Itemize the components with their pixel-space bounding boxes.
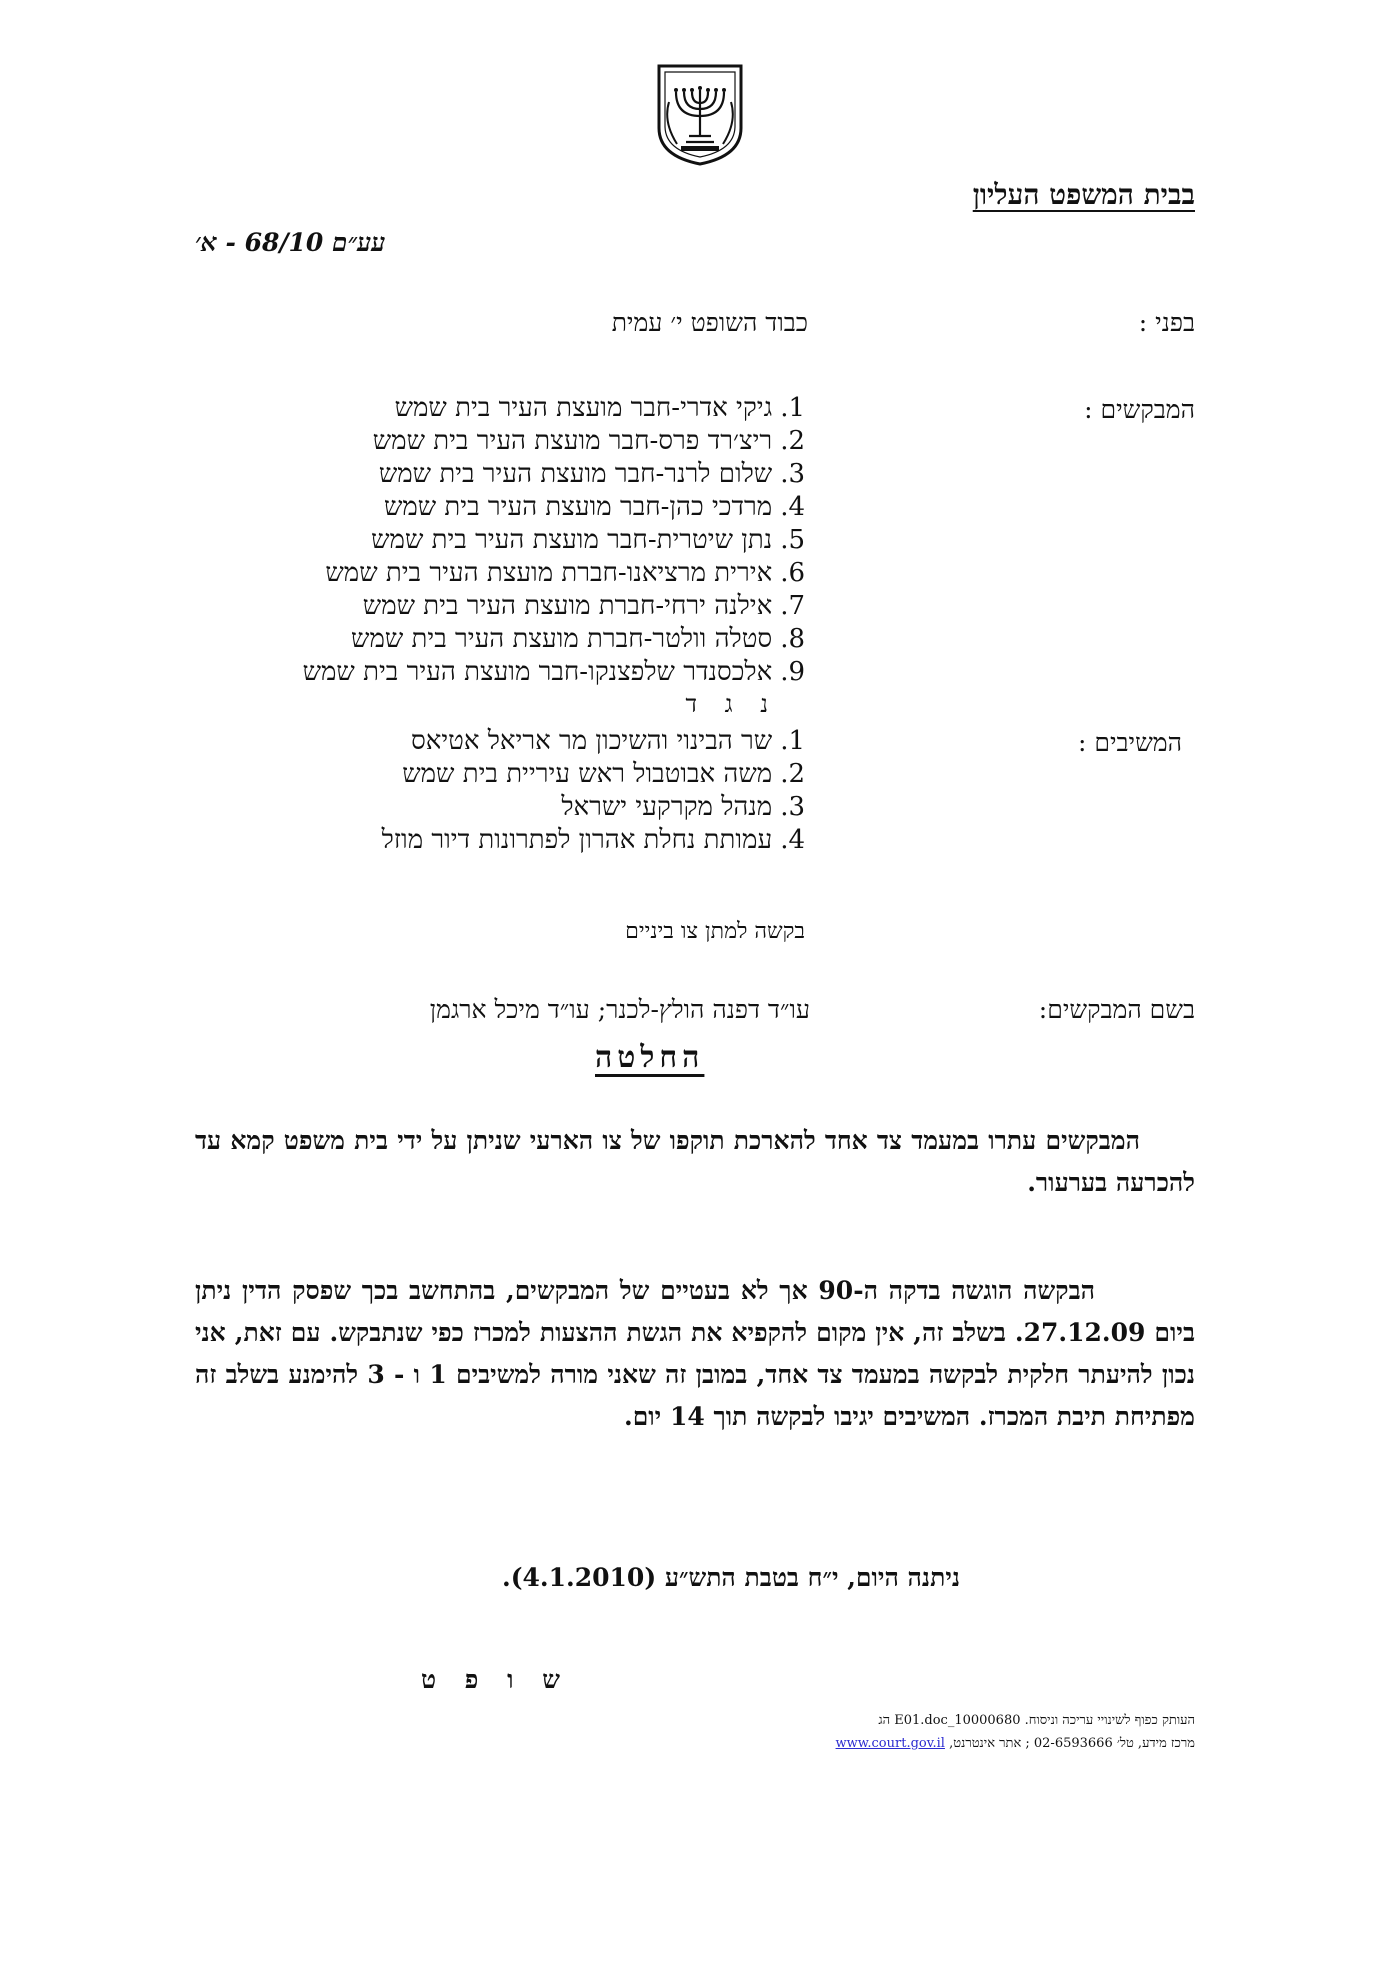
- counsel-label: בשם המבקשים:: [1038, 995, 1195, 1024]
- court-website-link[interactable]: www.court.gov.il: [835, 1736, 945, 1751]
- list-item: 2.משה אבוטבול ראש עיריית בית שמש: [402, 759, 805, 789]
- list-item: 1.גיקי אדרי-חבר מועצת העיר בית שמש: [394, 393, 805, 423]
- case-number: עע״ם 68/10 - א׳: [195, 228, 386, 257]
- list-item: 4.מרדכי כהן-חבר מועצת העיר בית שמש: [383, 492, 805, 522]
- list-item: 9.אלכסנדר שלפצנקו-חבר מועצת העיר בית שמש: [302, 657, 805, 687]
- versus-divider: נ ג ד: [685, 690, 778, 718]
- list-item: 8.סטלה וולטר-חברת מועצת העיר בית שמש: [351, 624, 805, 654]
- decision-title: החלטה: [595, 1040, 705, 1075]
- request-type: בקשה למתן צו ביניים: [625, 919, 805, 944]
- footer-copy-note: העותק כפוף לשינויי עריכה וניסוח. 10000680_E01.doc הג: [878, 1713, 1195, 1728]
- list-item: 5.נתן שיטרית-חבר מועצת העיר בית שמש: [371, 525, 805, 555]
- list-item: 3.שלום לרנר-חבר מועצת העיר בית שמש: [378, 459, 805, 489]
- decision-paragraph-2: הבקשה הוגשה בדקה ה-90 אך לא בעטיים של המבקשים, בהתחשב בכך שפסק הדין ניתן ביום 27.12.09. בשלב זה, אין מקום להקפיא את הגשת ההצעות למכרז כפי שנתבקש. עם זאת, אני נכון להיעתר חלקית לבקשה במעמד צד אחד, במובן זה שאני מורה למשיבים 1 ו - 3 להימנע בשלב זה מפתיחת תיבת המכרז. המשיבים יגיבו לבקשה תוך 14 יום.: [195, 1276, 1195, 1431]
- list-item: 2.ריצ׳רד פרס-חבר מועצת העיר בית שמש: [372, 426, 805, 456]
- list-item: 7.אילנה ירחי-חברת מועצת העיר בית שמש: [362, 591, 805, 621]
- bench-judge-name: כבוד השופט י׳ עמית: [611, 308, 808, 337]
- court-title: בבית המשפט העליון: [972, 178, 1195, 211]
- given-date: ניתנה היום, י״ח בטבת התש״ע (4.1.2010).: [501, 1563, 960, 1592]
- footer-contact-text: מרכז מידע, טל׳ 02-6593666 ; אתר אינטרנט,: [949, 1736, 1195, 1751]
- respondents-label: המשיבים :: [1077, 728, 1182, 757]
- list-item: 4.עמותת נחלת אהרון לפתרונות דיור מוזל: [381, 825, 805, 855]
- list-item: 3.מנהל מקרקעי ישראל: [561, 792, 805, 822]
- decision-paragraph-1: המבקשים עתרו במעמד צד אחד להארכת תוקפו של צו הארעי שניתן על ידי בית משפט קמא עד להכרעה בערעור.: [195, 1126, 1195, 1197]
- state-emblem-icon: [653, 62, 747, 166]
- list-item: 6.אירית מרציאנו-חברת מועצת העיר בית שמש: [325, 558, 805, 588]
- list-item: 1.שר הבינוי והשיכון מר אריאל אטיאס: [410, 726, 805, 756]
- bench-label: בפני :: [1138, 308, 1195, 337]
- footer-contact: [695, 1733, 1195, 1755]
- judge-signature: ש ו פ ט: [421, 1665, 570, 1694]
- applicants-list: [303, 392, 805, 689]
- respondents-list: [382, 725, 805, 857]
- counsel-names: עו״ד דפנה הולץ-לכנר; עו״ד מיכל ארגמן: [429, 995, 810, 1024]
- applicants-label: המבקשים :: [1084, 395, 1195, 424]
